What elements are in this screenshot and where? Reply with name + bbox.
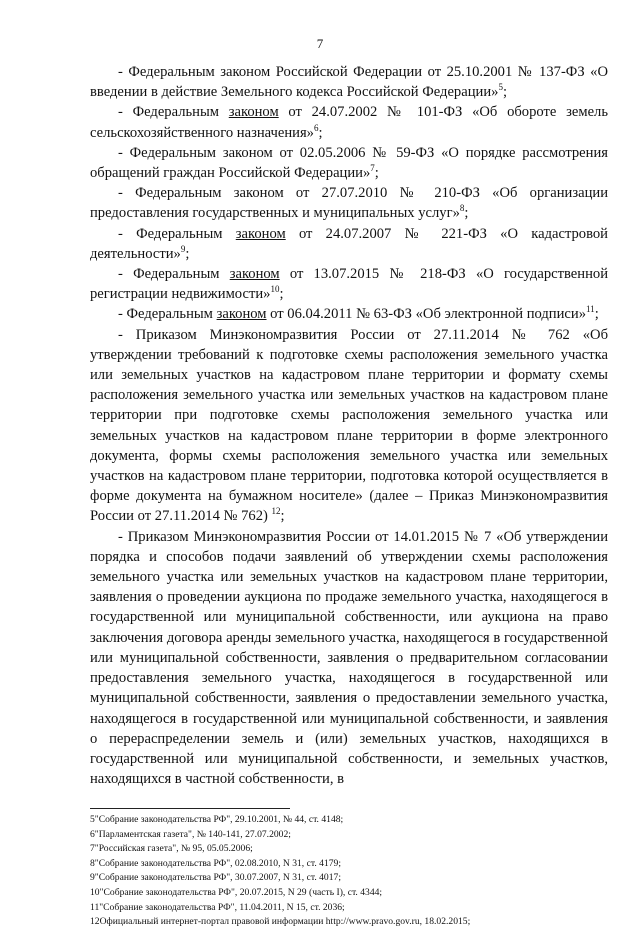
para-text: от 13.07.2015 № 218-ФЗ «О государственной регистрации недвижимости» — [90, 266, 608, 303]
law-link[interactable]: законом — [216, 306, 267, 323]
footnote-11: 11"Собрание законодательства РФ", 11.04.2011, N 15, ст. 2036; — [90, 901, 345, 913]
footnote-ref: 7 — [370, 163, 375, 174]
law-item-218fz — [90, 264, 608, 304]
para-text: - Приказом Минэкономразвития России от 14.01.2015 № 7 «Об утверждении порядка и способов подачи заявлений об утверждении схемы расположения земельного участка или земельных участков на кадастровом плане территории, заявления о проведении аукциона по продаже земельного участка, находящегося в государственной или муниципальной собственности, или аукциона на право заключения договора аренды земельного участка, находящегося в государственной или муниципальной собственности, заявления о предварительном согласовании предоставления земельного участка, находящегося в государственной или муниципальной собственности, заявления о предоставлении земельного участка, находящегося в государственной или муниципальной собственности, и заявления о перераспределении земель и (или) земельных участков, находящихся в государственной или муниципальной собственности, и земельных участков, находящихся в частной собственности, в — [90, 528, 608, 788]
law-item-137fz — [90, 62, 608, 102]
para-end: ; — [502, 84, 507, 101]
footnote-ref: 5 — [498, 82, 503, 93]
para-text: - Приказом Минэкономразвития России от 27.11.2014 № 762 «Об утверждении требований к подготовке схемы расположения земельного участка или земельных участков на кадастровом плане территории и формату схемы расположения земельного участка или земельных участков на кадастровом плане территории при подготовке схемы расположения земельного участка или земельных участков на кадастровом плане территории в форме электронного документа, формы схемы расположения земельного участка или земельных участков на кадастровом плане территории, подготовка которой осуществляется в форме документа на бумажном носителе» (далее – Приказ Минэкономразвития России от 27.11.2014 № 762) — [90, 326, 608, 525]
footnote-6: 6"Парламентская газета", № 140-141, 27.07.2002; — [90, 828, 291, 840]
footnote-7: 7"Российская газета", № 95, 05.05.2006; — [90, 843, 253, 855]
law-item-59fz — [90, 143, 608, 183]
document-body — [90, 62, 608, 789]
law-item-63fz — [90, 304, 608, 324]
law-item-101fz — [90, 102, 608, 142]
page-number: 7 — [316, 36, 324, 51]
para-text: - Федеральным — [118, 104, 229, 121]
footnote-ref: 11 — [586, 304, 595, 315]
footnote-ref: 10 — [270, 284, 280, 295]
footnote-ref: 12 — [271, 506, 281, 517]
para-end: ; — [594, 306, 599, 323]
para-end: ; — [464, 205, 469, 222]
footnote-12: 12Официальный интернет-портал правовой информации http://www.pravo.gov.ru, 18.02.2015; — [90, 916, 471, 928]
para-text: - Федеральным законом от 02.05.2006 № 59-ФЗ «О порядке рассмотрения обращений граждан Российской Федерации» — [90, 144, 608, 182]
para-text: - Федеральным — [118, 225, 236, 242]
para-end: ; — [318, 124, 323, 141]
para-end: ; — [279, 286, 284, 303]
para-end: ; — [374, 165, 379, 182]
footnote-9: 9"Собрание законодательства РФ", 30.07.2007, N 31, ст. 4017; — [90, 872, 341, 884]
para-text: - Федеральным законом от 27.07.2010 № 210-ФЗ «Об организации предоставления государственных и муниципальных услуг» — [90, 185, 608, 222]
law-link[interactable]: законом — [229, 266, 280, 283]
para-end: ; — [280, 508, 285, 525]
para-text: от 06.04.2011 № 63-ФЗ «Об электронной подписи» — [266, 306, 587, 323]
law-link[interactable]: законом — [235, 225, 286, 242]
para-text: от 24.07.2002 № 101-ФЗ «Об обороте земель сельскохозяйственного назначения» — [90, 104, 608, 141]
para-text: - Федеральным — [118, 306, 217, 323]
footnote-ref: 6 — [313, 122, 319, 133]
para-text: - Федеральным — [118, 266, 230, 283]
law-link[interactable]: законом — [228, 104, 279, 121]
para-text: от 24.07.2007 № 221-ФЗ «О кадастровой деятельности» — [90, 225, 608, 262]
footnote-5: 5"Собрание законодательства РФ", 29.10.2001, № 44, ст. 4148; — [90, 814, 344, 825]
para-text: - Федеральным законом Российской Федерации от 25.10.2001 № 137-ФЗ «О введении в действие Земельного кодекса Российской Федерации» — [90, 64, 608, 101]
footnote-ref: 9 — [180, 243, 186, 254]
order-item-7 — [90, 527, 608, 790]
footnote-separator — [90, 808, 290, 809]
order-item-762 — [90, 325, 608, 527]
footnote-ref: 8 — [459, 203, 465, 214]
footnote-10: 10"Собрание законодательства РФ", 20.07.2015, N 29 (часть I), ст. 4344; — [90, 886, 383, 898]
footnote-8: 8"Собрание законодательства РФ", 02.08.2010, N 31, ст. 4179; — [90, 857, 341, 869]
footnotes — [90, 813, 608, 930]
law-item-221fz — [90, 224, 608, 264]
law-item-210fz — [90, 183, 608, 223]
para-end: ; — [185, 245, 190, 262]
